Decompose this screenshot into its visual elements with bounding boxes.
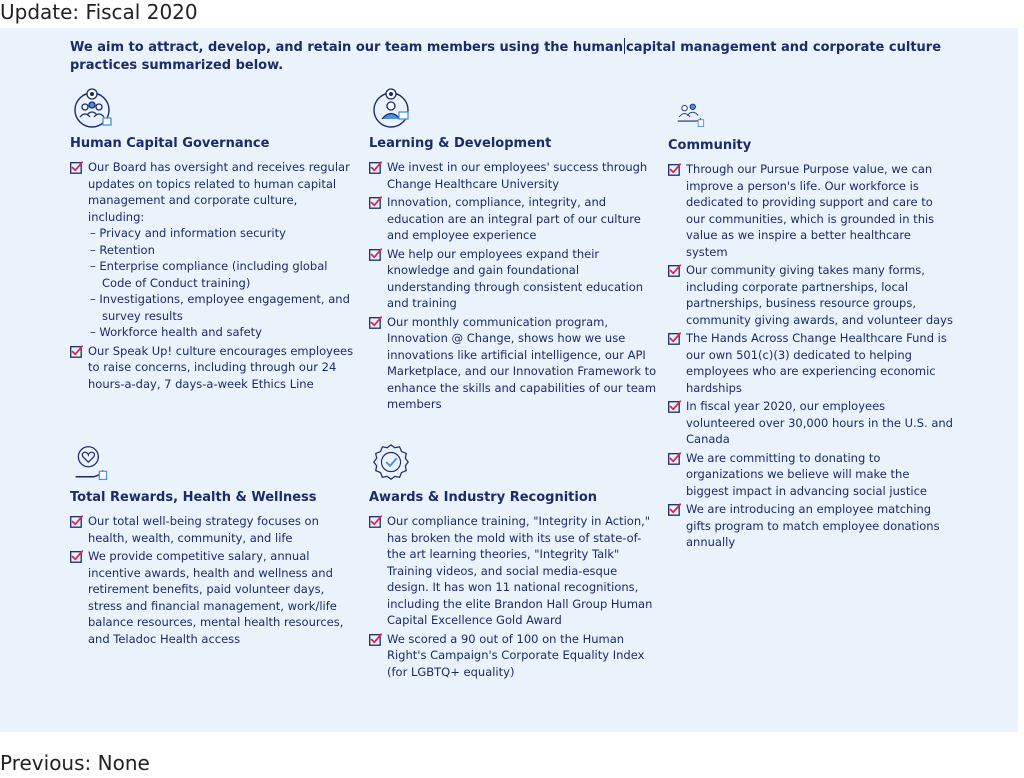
checkbox-icon (369, 633, 382, 646)
governance-list (70, 159, 355, 392)
item-text: Our community giving takes many forms, including corporate partnerships, local partnerships, business resource groups, community giving awards, and volunteer days (686, 263, 953, 327)
checkbox-icon (369, 316, 382, 329)
list-item (369, 513, 659, 629)
sub-item: – Investigations, employee engagement, and survey results (90, 291, 355, 324)
sub-list (88, 225, 355, 341)
checkbox-icon (668, 264, 681, 277)
item-text: In fiscal year 2020, our employees volunteered over 30,000 hours in the U.S. and Canada (686, 399, 953, 446)
list-item (369, 194, 659, 244)
award-badge-icon (369, 442, 413, 484)
item-text: The Hands Across Change Healthcare Fund is our own 501(c)(3) dedicated to helping employees who are experiencing economic hardships (686, 331, 947, 395)
section-awards (369, 442, 659, 682)
sub-item: – Workforce health and safety (90, 324, 355, 341)
list-item (668, 330, 953, 396)
intro-text (70, 38, 970, 75)
item-text: Our Board has oversight and receives regular updates on topics related to human capital management and corporate culture, including: (88, 160, 350, 224)
heart-hand-icon (70, 444, 114, 484)
previous-label: Previous: None (0, 751, 150, 775)
list-item (369, 314, 659, 413)
item-text: Our Speak Up! culture encourages employees to raise concerns, including through our 24 hours-a-day, 7 days-a-week Ethics Line (88, 343, 354, 391)
list-item (369, 631, 659, 681)
list-item (369, 246, 659, 312)
item-text: We invest in our employees' success through Change Healthcare University (387, 160, 648, 191)
checkbox-icon (70, 550, 83, 563)
checkbox-icon (369, 248, 382, 261)
item-text: We are committing to donating to organizations we believe will make the biggest impact in advancing social justice (686, 450, 927, 498)
item-text: We provide competitive salary, annual incentive awards, health and wellness and retirement benefits, paid volunteer days, stress and financial management, work/life balance resources, mental health resources, and Teladoc Health access (88, 549, 344, 646)
awards-list (369, 513, 659, 680)
community-list (668, 161, 953, 551)
text-cursor (624, 38, 625, 54)
checkbox-icon (70, 161, 83, 174)
checkbox-icon (70, 345, 83, 358)
checkbox-icon (668, 332, 681, 345)
section-title: Human Capital Governance (70, 136, 270, 151)
item-text: Our total well-being strategy focuses on health, wealth, community, and life (88, 514, 319, 545)
list-item (70, 159, 355, 341)
intro-text-part2: capital management and corporate culture practices summarized below. (70, 40, 942, 73)
sub-item: – Privacy and information security (90, 225, 355, 242)
list-item (668, 450, 953, 500)
sub-item: – Enterprise compliance (including global Code of Conduct training) (90, 258, 355, 291)
list-item (668, 501, 953, 551)
list-item (668, 161, 953, 260)
item-text: Our monthly communication program, Innovation @ Change, shows how we use innovations like artificial intelligence, our API Marketplace, and our Innovation Framework to enhance the skills and capabilities of our team members (387, 314, 657, 411)
checkbox-icon (668, 452, 681, 465)
person-gear-icon (369, 86, 413, 130)
list-item (70, 548, 355, 647)
list-item (70, 513, 355, 546)
intro-text-part1: We aim to attract, develop, and retain our team members using the human (70, 40, 623, 55)
checkbox-icon (668, 503, 681, 516)
item-text: Through our Pursue Purpose value, we can improve a person's life. Our workforce is dedicated to providing support and care to our communities, which is grounded in this value as we inspire a better healthcare system (686, 162, 935, 259)
section-title: Community (668, 138, 752, 153)
list-item (70, 343, 355, 393)
item-text: We help our employees expand their knowledge and gain foundational understanding through consistent education and training (387, 246, 644, 310)
checkbox-icon (369, 161, 382, 174)
sub-item: – Retention (90, 242, 355, 259)
item-text: Our compliance training, "Integrity in Action," has broken the mold with its use of state-of-the art learning theories, "Integrity Talk" Training videos, and social media-esque design. It has won 11 national recognitions, including the elite Brandon Hall Group Human Capital Excellence Gold Award (387, 514, 653, 627)
list-item (668, 398, 953, 448)
item-text: We are introducing an employee matching gifts program to match employee donations annually (686, 502, 940, 549)
people-gear-icon (70, 86, 114, 130)
checkbox-icon (668, 163, 681, 176)
item-text: Innovation, compliance, integrity, and education are an integral part of our culture and employee experience (387, 195, 641, 242)
checkbox-icon (369, 515, 382, 528)
list-item (369, 159, 659, 192)
section-title: Total Rewards, Health & Wellness (70, 490, 317, 505)
section-title: Awards & Industry Recognition (369, 490, 598, 505)
content-panel (0, 28, 1018, 732)
section-learning (369, 86, 659, 415)
update-label: Update: Fiscal 2020 (0, 0, 198, 24)
section-rewards (70, 444, 355, 649)
checkbox-icon (369, 196, 382, 209)
checkbox-icon (668, 400, 681, 413)
learning-list (369, 159, 659, 413)
list-item (668, 262, 953, 328)
rewards-list (70, 513, 355, 647)
section-community (668, 102, 953, 553)
section-governance (70, 86, 355, 394)
community-hands-icon (668, 102, 712, 132)
section-title: Learning & Development (369, 136, 552, 151)
item-text: We scored a 90 out of 100 on the Human Right's Campaign's Corporate Equality Index (for LGBTQ+ equality) (387, 631, 645, 679)
checkbox-icon (70, 515, 83, 528)
